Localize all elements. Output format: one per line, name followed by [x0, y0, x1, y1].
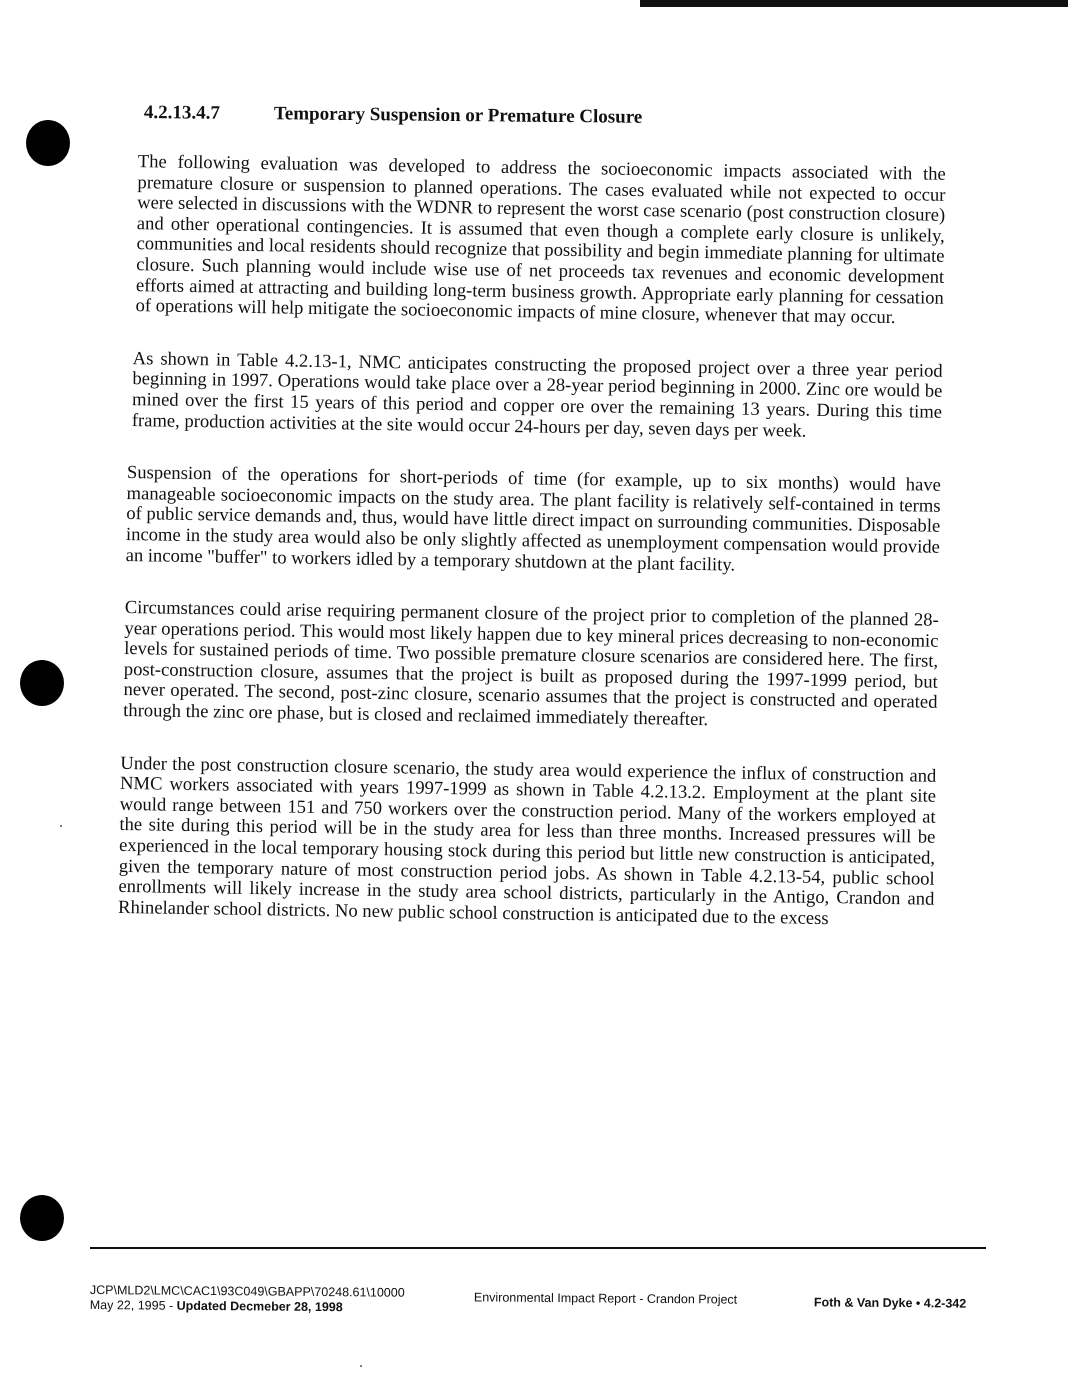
section-title: Temporary Suspension or Premature Closure	[273, 103, 643, 128]
footer-original-date: May 22, 1995 -	[89, 1297, 177, 1313]
footer-file-info	[90, 1283, 405, 1316]
top-edge-rule	[640, 0, 1068, 7]
scan-speck	[60, 825, 62, 827]
punch-hole-top	[26, 120, 70, 166]
footer-rule	[90, 1247, 986, 1249]
footer-date-line	[90, 1298, 405, 1316]
punch-hole-bottom	[20, 1195, 64, 1241]
paragraph-post-construction-scenario: Under the post construction closure scenario, the study area would experience the influx of construction and NMC workers associated with years 1997-1999 as shown in Table 4.2.13.2. Employment at the plant site would range between 151 and 750 workers over the construction period. Many of the workers employed at the site during this period will be in the study area for less than three months. Increased pressures will be experienced in the local temporary housing stock during this period but little new construction is anticipated, given the temporary nature of most construction period jobs. As shown in Table 4.2.13-54, public school enrollments will likely increase in the study area school districts, particularly in the Antigo, Crandon and Rhinelander school districts. No new public school construction is anticipated due to the excess	[117, 752, 937, 929]
paragraph-permanent-closure: Circumstances could arise requiring permanent closure of the project prior to completion of the planned 28-year operations period. This would most likely happen due to key mineral prices decreasing to non-economic levels for sustained periods of time. Two possible premature closure scenarios are considered here. The first, post-construction closure, assumes that the project is built as proposed during the 1997-1999 period, but never operated. The second, post-zinc closure, scenario assumes that the project is constructed and operated through the zinc ore phase, but is closed and reclaimed immediately thereafter.	[123, 597, 939, 731]
body-text	[117, 152, 945, 963]
scan-speck	[360, 1365, 362, 1367]
footer-firm-page-number: Foth & Van Dyke • 4.2-342	[813, 1295, 967, 1311]
punch-hole-middle	[20, 660, 64, 706]
section-number: 4.2.13.4.7	[143, 102, 220, 124]
paragraph-temporary-suspension: Suspension of the operations for short-periods of time (for example, up to six months) would have manageable socioeconomic impacts on the study area. The plant facility is relatively self-contained in terms of public service demands and, thus, would have little direct impact on surrounding communities. Disposable income in the study area would also be only slightly affected as unemployment compensation would provide an income "buffer" to workers idled by a temporary shutdown at the plant facility.	[125, 462, 942, 576]
footer-file-path: JCP\MLD2\LMC\CAC1\93C049\GBAPP\70248.61\10000	[89, 1283, 405, 1300]
paragraph-closure-evaluation: The following evaluation was developed to address the socioeconomic impacts associated with the premature closure or suspension to planned operations. The cases evaluated while not expected to occur were selected in discussions with the WDNR to represent the worst case scenario (post construction closure) and other operational contingencies. It is assumed that even though a complete early closure is unlikely, communities and local residents should recognize that possibility and begin immediate planning for ultimate closure. Such planning would include wise use of net proceeds tax revenues and economic development efforts aimed at attracting and building long-term business growth. Appropriate early planning for cessation of operations will help mitigate the socioeconomic impacts of mine closure, whenever that may occur.	[135, 151, 946, 329]
footer-report-title: Environmental Impact Report - Crandon Project	[473, 1290, 738, 1307]
footer-updated-date: Updated Decmeber 28, 1998	[176, 1298, 343, 1315]
section-heading	[144, 102, 964, 132]
paragraph-project-schedule: As shown in Table 4.2.13-1, NMC anticipates constructing the proposed project over a three year period beginning in 1997. Operations would take place over a 28-year period beginning in 2000. Zinc ore would be mined over the first 15 years of this period and copper ore over the remaining 13 years. During this time frame, production activities at the site would occur 24-hours per day, seven days per week.	[131, 347, 943, 442]
page-footer	[89, 1283, 990, 1315]
